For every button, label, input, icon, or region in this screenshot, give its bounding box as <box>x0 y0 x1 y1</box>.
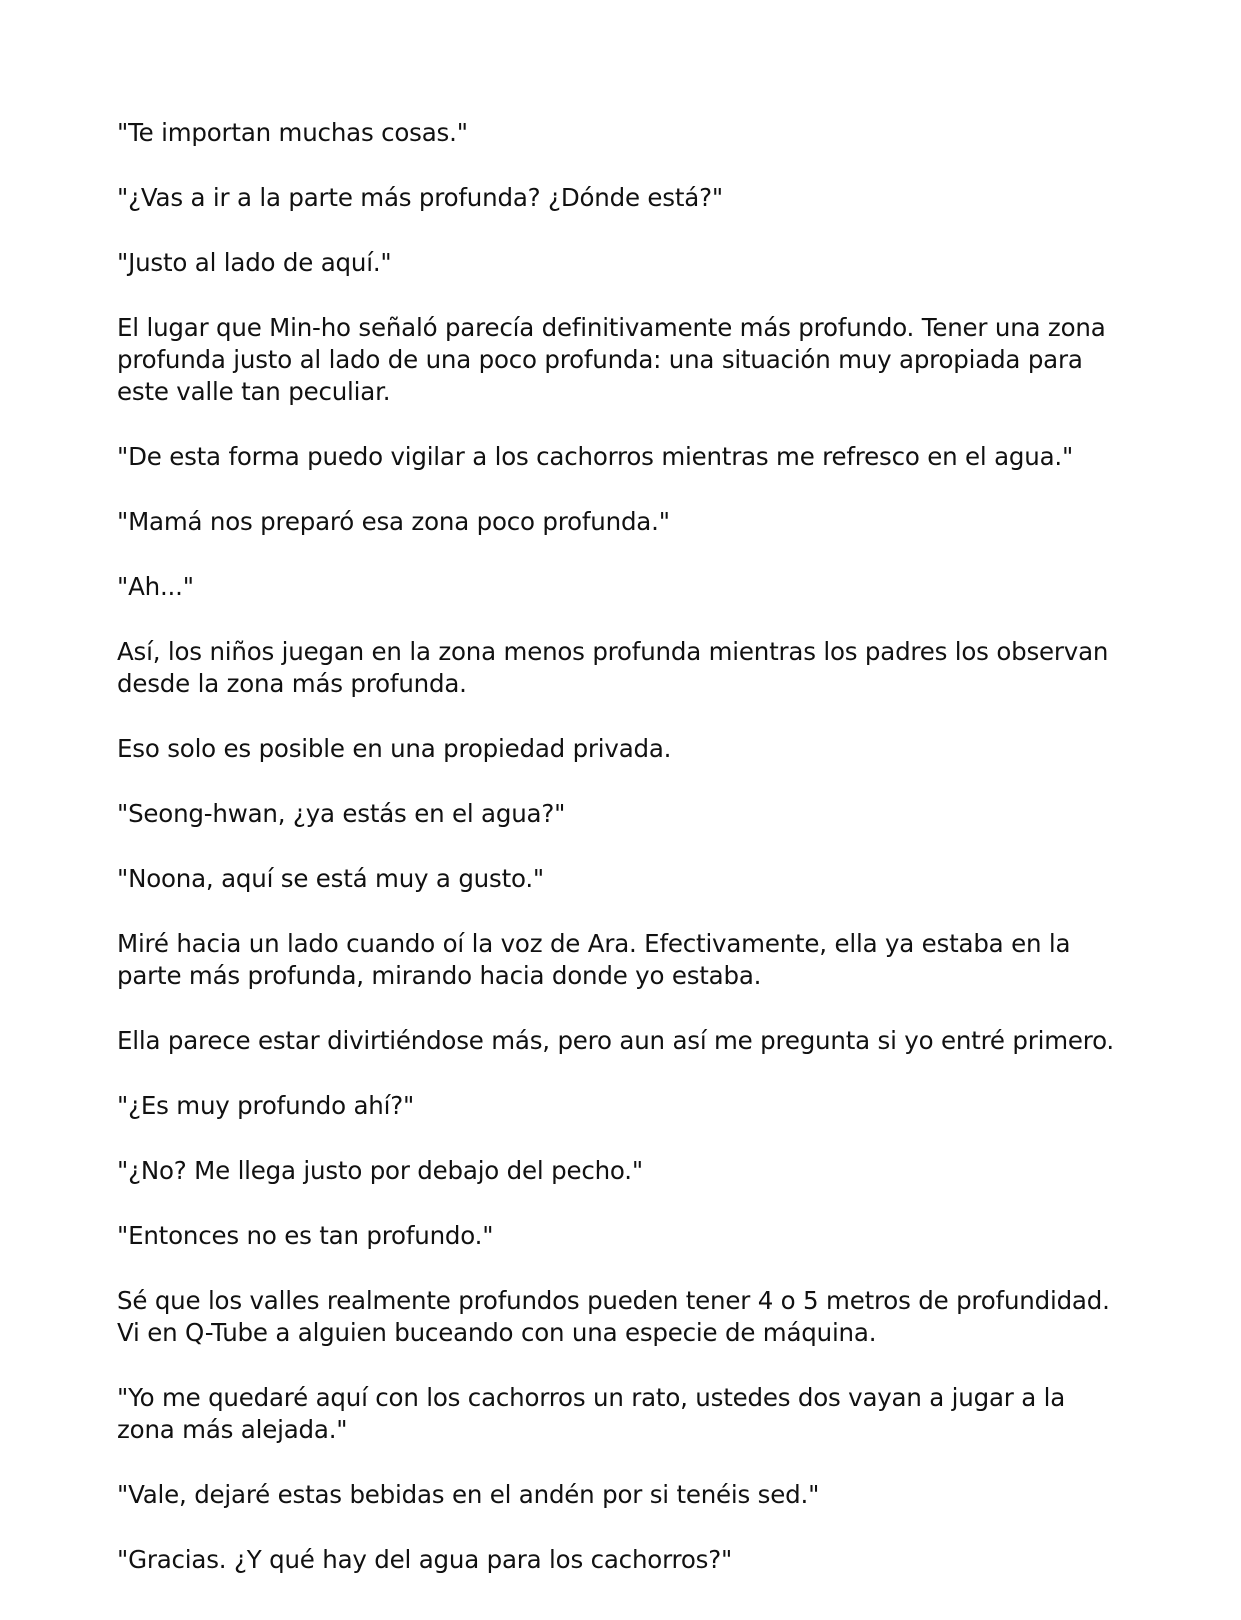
paragraph: "Noona, aquí se está muy a gusto." <box>117 864 544 893</box>
paragraph: Sé que los valles realmente profundos pueden tener 4 o 5 metros de profundidad. Vi en Q-Tube a alguien buceando con una especie de máquina. <box>117 1286 1110 1347</box>
paragraph: "¿Es muy profundo ahí?" <box>117 1091 415 1120</box>
paragraph: El lugar que Min-ho señaló parecía definitivamente más profundo. Tener una zona profunda justo al lado de una poco profunda: una situación muy apropiada para este valle tan peculiar. <box>117 313 1106 406</box>
paragraph: "Mamá nos preparó esa zona poco profunda." <box>117 507 670 536</box>
paragraph: Miré hacia un lado cuando oí la voz de Ara. Efectivamente, ella ya estaba en la parte más profunda, mirando hacia donde yo estaba. <box>117 929 1071 990</box>
paragraph: "Yo me quedaré aquí con los cachorros un rato, ustedes dos vayan a jugar a la zona más alejada." <box>117 1383 1066 1444</box>
paragraph: "Entonces no es tan profundo." <box>117 1221 494 1250</box>
paragraph: "¿Vas a ir a la parte más profunda? ¿Dónde está?" <box>117 183 723 212</box>
paragraph: "¿No? Me llega justo por debajo del pecho." <box>117 1156 643 1185</box>
paragraph: "Gracias. ¿Y qué hay del agua para los cachorros?" <box>117 1545 733 1574</box>
paragraph: Así, los niños juegan en la zona menos profunda mientras los padres los observan desde la zona más profunda. <box>117 637 1109 698</box>
paragraph: "Ah..." <box>117 572 194 601</box>
paragraph: "Vale, dejaré estas bebidas en el andén por si tenéis sed." <box>117 1480 820 1509</box>
paragraph: Ella parece estar divirtiéndose más, pero aun así me pregunta si yo entré primero. <box>117 1026 1115 1055</box>
paragraph: "Te importan muchas cosas." <box>117 118 468 147</box>
text-column <box>117 117 1127 1609</box>
paragraph: "De esta forma puedo vigilar a los cachorros mientras me refresco en el agua." <box>117 442 1074 471</box>
paragraph: Eso solo es posible en una propiedad privada. <box>117 734 672 763</box>
paragraph: "Justo al lado de aquí." <box>117 248 392 277</box>
paragraph: "Seong-hwan, ¿ya estás en el agua?" <box>117 799 566 828</box>
